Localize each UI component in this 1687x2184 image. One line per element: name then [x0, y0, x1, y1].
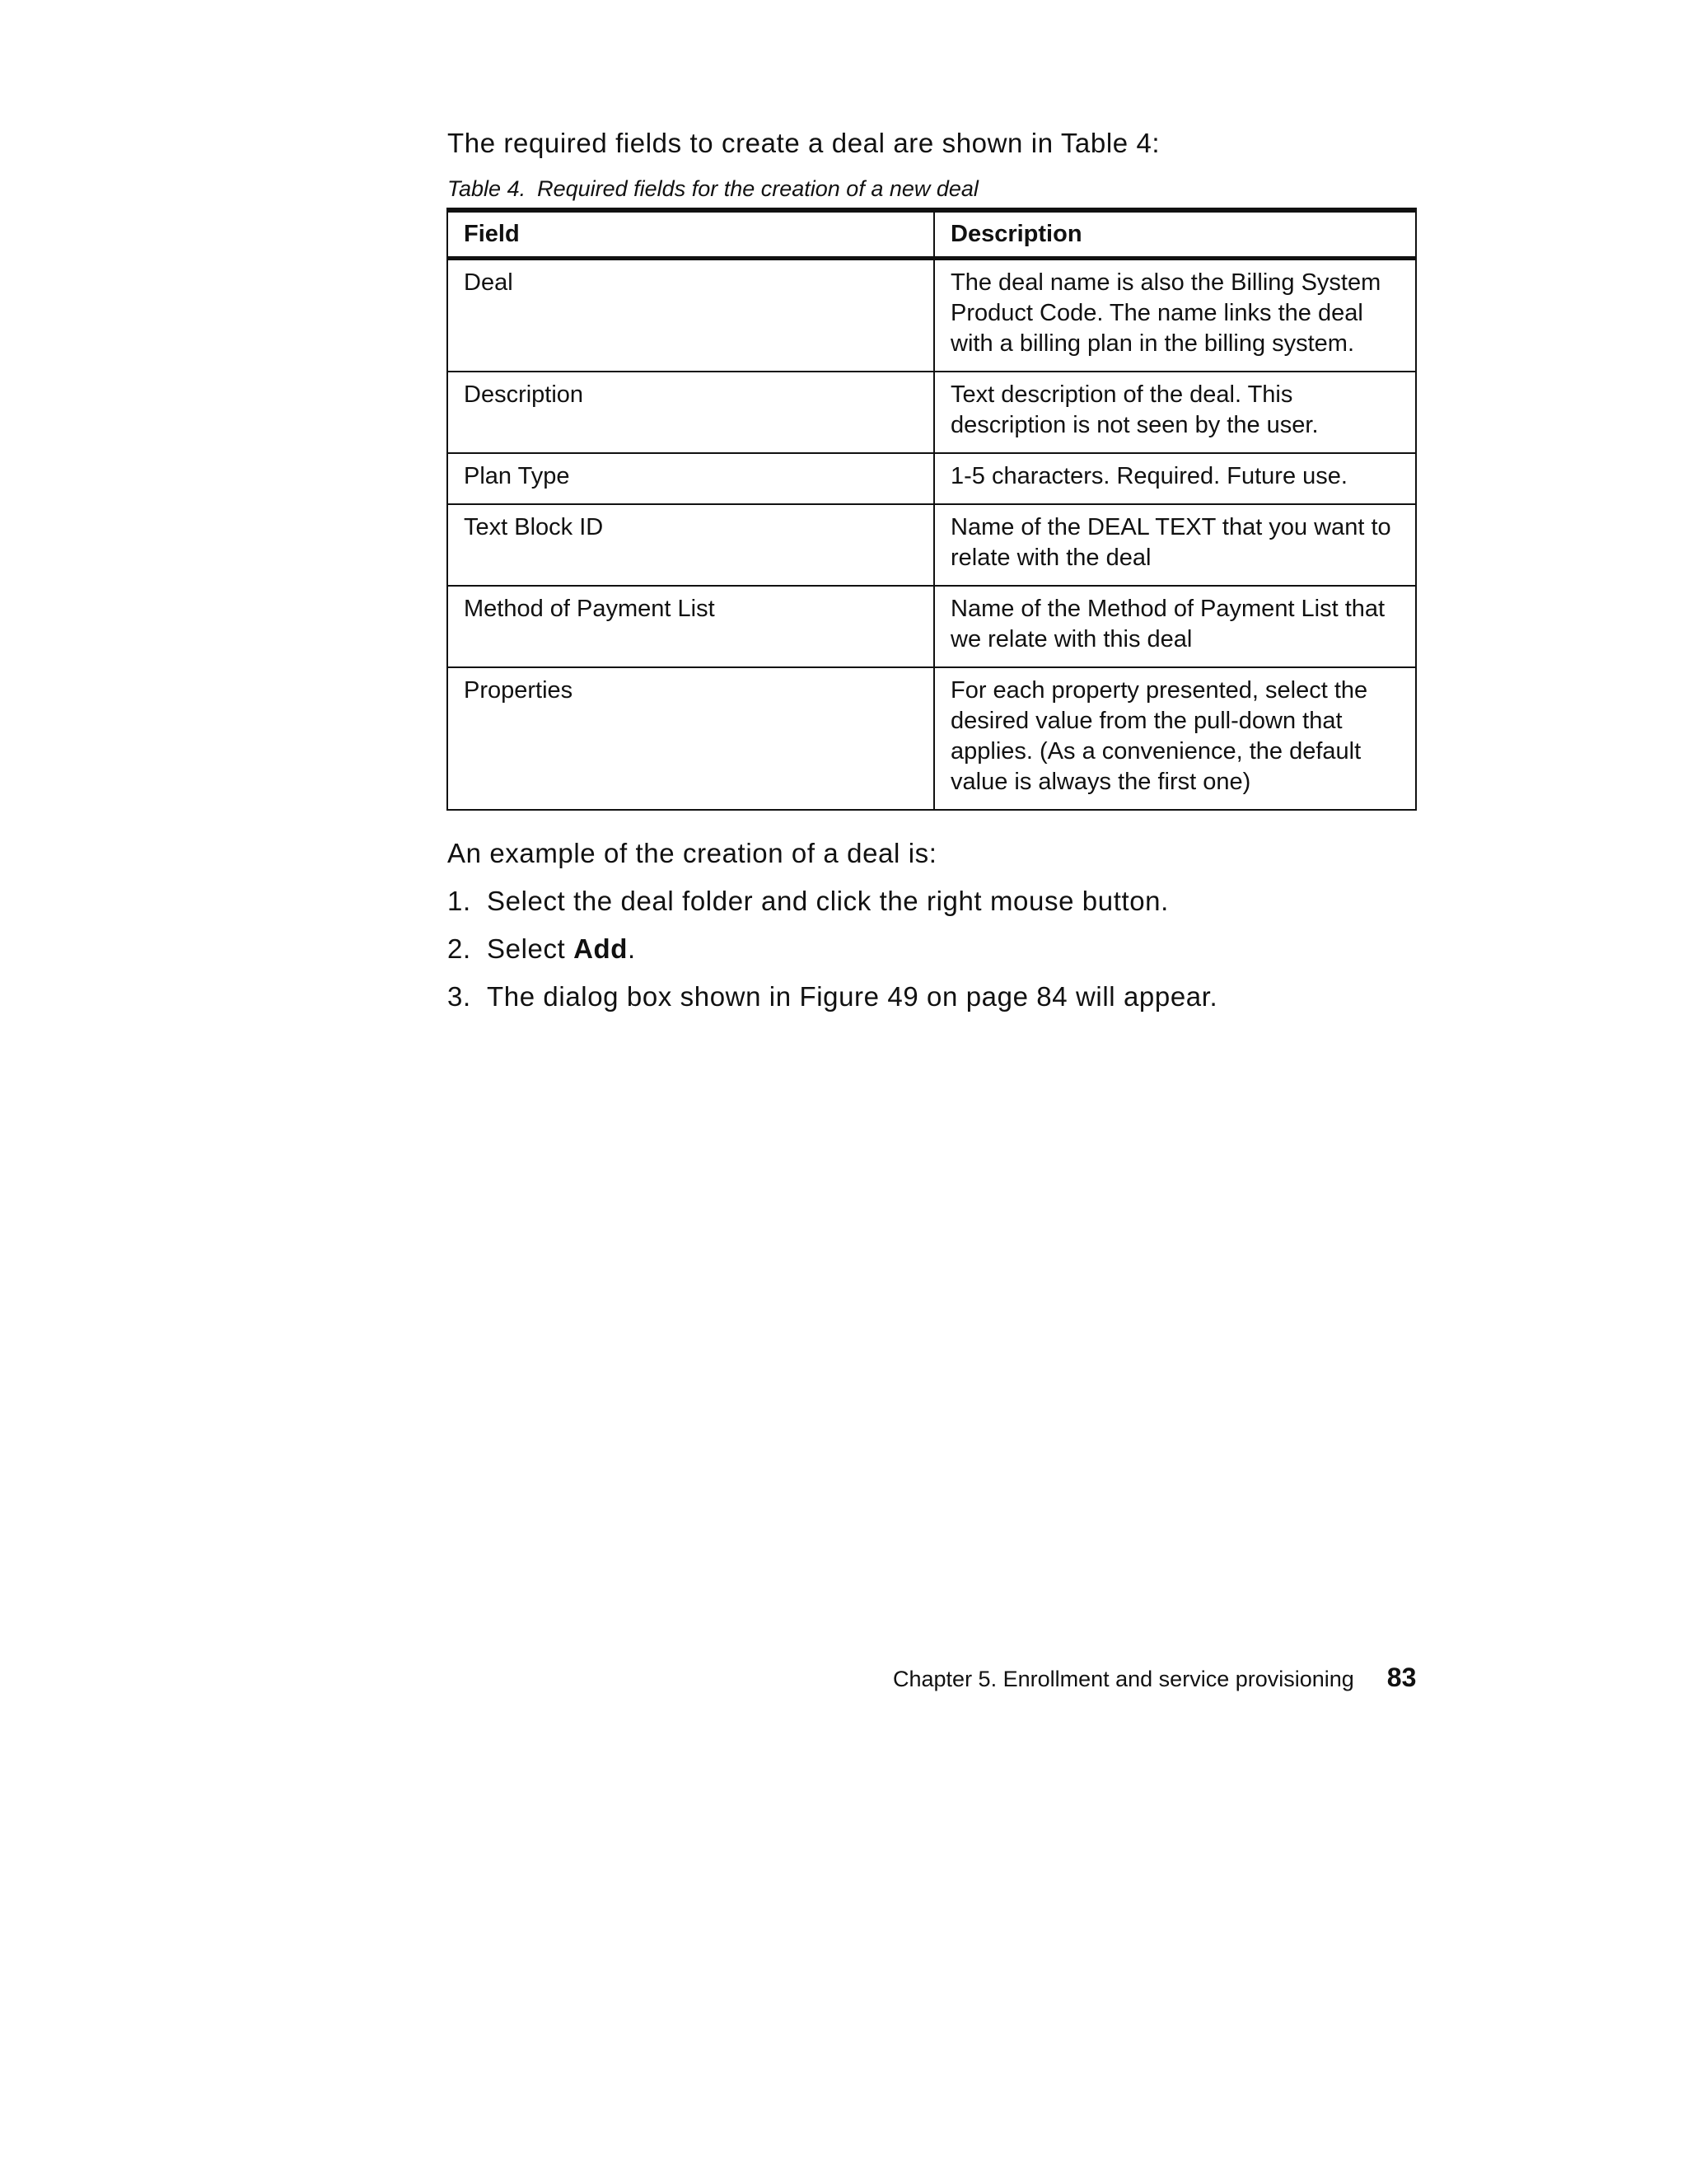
table-row — [447, 667, 1416, 810]
step-text-bold: Add — [573, 933, 629, 964]
list-item — [447, 883, 1217, 919]
table-row — [447, 453, 1416, 504]
description-cell: The deal name is also the Billing System Product Code. The name links the deal with a billing plan in the billing system. — [934, 259, 1416, 372]
field-cell: Description — [447, 372, 934, 453]
table-caption-label: Table 4. — [447, 176, 526, 201]
field-cell: Method of Payment List — [447, 586, 934, 667]
description-cell: Text description of the deal. This description is not seen by the user. — [934, 372, 1416, 453]
field-cell: Deal — [447, 259, 934, 372]
table-row — [447, 586, 1416, 667]
step-text-prefix: Select — [487, 933, 574, 964]
list-item — [447, 931, 1217, 967]
page-footer — [893, 1663, 1416, 1694]
table-row — [447, 504, 1416, 586]
description-cell: 1-5 characters. Required. Future use. — [934, 453, 1416, 504]
description-cell: Name of the Method of Payment List that we relate with this deal — [934, 586, 1416, 667]
example-intro: An example of the creation of a deal is: — [447, 838, 937, 868]
table-caption — [447, 175, 979, 203]
step-text-suffix: . — [628, 933, 636, 964]
page-number: 83 — [1386, 1663, 1417, 1692]
step-number: 1. — [447, 886, 471, 916]
table-row — [447, 259, 1416, 372]
step-text: The dialog box shown in Figure 49 on page 84 will appear. — [487, 981, 1218, 1012]
field-cell: Text Block ID — [447, 504, 934, 586]
field-cell: Properties — [447, 667, 934, 810]
table-header-row — [447, 210, 1416, 259]
table-caption-title: Required fields for the creation of a new deal — [537, 176, 979, 201]
required-fields-table — [446, 208, 1417, 811]
step-text: Select the deal folder and click the right mouse button. — [487, 886, 1169, 916]
step-number: 3. — [447, 981, 471, 1012]
footer-chapter: Chapter 5. Enrollment and service provisioning — [893, 1667, 1354, 1691]
intro-paragraph: The required fields to create a deal are shown in Table 4: — [447, 128, 1161, 158]
description-cell: For each property presented, select the desired value from the pull-down that applies. (As a convenience, the default value is always the first one) — [934, 667, 1416, 810]
field-cell: Plan Type — [447, 453, 934, 504]
table-row — [447, 372, 1416, 453]
description-cell: Name of the DEAL TEXT that you want to relate with the deal — [934, 504, 1416, 586]
header-field: Field — [447, 210, 934, 259]
list-item — [447, 979, 1217, 1015]
step-number: 2. — [447, 933, 471, 964]
header-description: Description — [934, 210, 1416, 259]
steps-list — [447, 883, 1217, 1027]
